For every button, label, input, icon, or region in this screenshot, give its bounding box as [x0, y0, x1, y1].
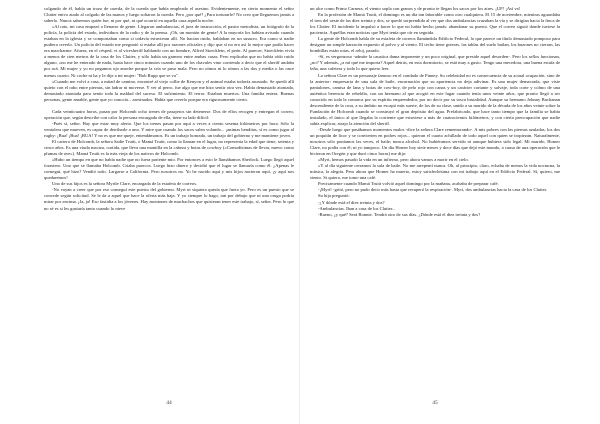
- paragraph: »Myrt, hemos pasado la vida en un infierno, pero ahora vamos a morir en el cielo.: [318, 157, 469, 163]
- paragraph: colgando de él, había un trozo de cuerda, de la cuerda que había empleado el asesino. Evidentemente, en cierto momento el señor Clutter enivo atado al colgado de las manos y luego soltaron la cuerda. Pero ¿por qué? ¿Para torturarle? No creo que lleguemos jamás a saberlo. Nunca sabremos quién fue, ni por qué, ni qué ocurrió en aquella casa aquella noche.: [44, 6, 294, 24]
- page-number: 44: [166, 400, 172, 406]
- paragraph: Uno de sus hijos es la señora Myrtle Clare, encargada de la estafeta de correos.: [52, 181, 198, 187]
- paragraph: »Y al día siguiente cerramos la sala de baile. No me arrepentí nunca. Oh, al principio, claro, echaba de menos la vida nocturna, la música, la alegría. Pero ahora que Homer ha muerto, estoy satisfechísima con mi trabajo aquí en el Edificio Federal. Sí, quiero, me siento. Si quiero, me tomo una café.: [310, 163, 560, 181]
- paragraph: -¿Y dónde está el diez treinta y dos?: [318, 199, 385, 205]
- page-number: 45: [432, 400, 438, 406]
- paragraph: Precisamente cuando Mamá Truitt volvió aquel domingo por la mañana, acababa de preparar café.: [318, 181, 499, 187]
- paragraph: La gente de Holcomb habla de su estafeta de correos llamándola Edificio Federal, lo que parece un título demasiado pomposo para designar un simple barracón expuesto al polvo y al viento. El techo tiene goteras, las tablas del suelo bailan, los buzones no cierran, las bombillas están rotas, el reloj, parado.: [310, 36, 560, 54]
- paragraph: La señora Clare es un personaje famoso en el condado de Finney. Su celebridad no es consecuencia de su actual ocupación, sino de la anterior: empresaria de una sala de baile, encarnación que su apariencia no deja adivinar. Es una mujer demacrada, que viste pantalones, camisa de lana y botas de cow-boy, de pelo rojo con canas y un carácter cortante y salvaje, toda corte y colmo de una auténtica herencia de rebeldía, con un hermano al que acogió en este lugar cuando tenía unos veinte años, que pronto llegó a ser conocido en toda la comarca por su espíritu emprendedor, por no decir por su tosca brutalidad. Aunque su hermano Johnny Buchanan descendiente de la cosa, a su ámbito no escapó más suerte, de los de su clase, unido a su marido de la década de los años veinte sobre la Fundación de Holcomb cuando se construyó el gran depósito del agua. Prefabricado, que hace tanto tiempo que la familia se había instalado, el único al que llegaba la corriente que estuviese a más de cuatrocientos kilómetros, y con cierta preocupación que nadie sabía explicar, atrajo la atención del sheriff.: [310, 72, 560, 126]
- paragraph: Cada veinticuatro horas, pasan por Holcomb ocho trenes de pasajeros sin detenerse. Dos de ellos recogen y entregan el correo, operación que, según describe con calor la persona encargada de ella, tiene su lado difícil:: [44, 108, 294, 120]
- paragraph: »Cuando me volví a casa, a mitad de camino, encontré al viejo collie de Kenyon y el animal estaba todavía asustado. Se quedó allí quieto con el rabo entre piernas, sin ladrar ni moverse. Y ver al perro, fue algo que me hizo sentir otra vez. Había demasiado atontada, demasiado atontada para sentir toda la maldad del suceso. El sufrimiento. El terror. Estaban muertos. Una familia entera. Buenas personas, gente amable, gente que yo conocía... asesinados. Había que creerlo porque era rigurosamente cierto.: [44, 78, 294, 102]
- paragraph: -Desde luego que pasábamos momentos malos -dice la señora Clare rememorando-. A mis pobres con las piernas azuladas, los dos un poquitín de licor y se convierten en podres rojos... quieran el cuarto achillado de todo aquel con quien se tropiezan. Naturalmente, nosotros sólo poníamos las veces, el baile; nunca alcohol. No hubiéramos servido ni aunque hubiera sido legal. Mi marido, Homer Clare, no podía con él; ni yo tampoco. Un día Homer hoy siete meses y doce días que dejó este mundo, a causa de una operación que le hicieron en Oregón y que duró cinco horas) me dijo:: [310, 126, 560, 157]
- paragraph: En la profesión de Mamá Truitt, el domingo es un día tan laborable como otro cualquiera. El 15 de noviembre, mientras aguardaba el tren del oeste de las diez treinta y dos, se quedó sorprendida al ver que dos ambulancias cruzaban la vía y se dirigían hacia la finca de los Clutter. El incidente la impulsó a hacer lo que no había hecho jamás: abandonar su puesto. Que el correo siguió donde tuviese la paciencia. Aquéllas eran noticias que Myrt tenía que oír en seguida.: [310, 12, 560, 36]
- paragraph: Su hija preguntó:: [318, 193, 350, 199]
- right-page: [300, 0, 600, 424]
- paragraph: -No vayan a creer que por eso conseguí este puesto del gobierno. Myrt ni siquiera quería que fuera yo. Pero es un puesto que se concede según solicitud. Se le da a aquel que hace la oferta más baja. Y yo siempre lo hago, tan por debajo que ni una oruga podría mirar por encima. ¡Ja, ja! Eso fastidia a los jóvenes. Hay montones de muchachos que quisieran tener este trabajo, sí, señor. Pero lo que no sé es si les gustaría tanto cuando lo nieve: [44, 187, 294, 211]
- right-page-text: [310, 6, 560, 218]
- paragraph: -Pués sí, señor. Hay que estar muy alerta. Que los trenes pasan por aquí a veces a ciento sesenta kilómetros por hora. Sólo la ventolera que mueven, es capaz de derribarle a uno. Y mire que cuando los sacos salen volando... ¡animas benditas, sí es como jugar al rugby: ¡Bua! ¡Bua! ¡BUA! Y no es que me queje, entendámonos. Es un trabajo honrado, un trabajo del gobierno y me mantiene joven.: [44, 120, 294, 138]
- paragraph: »Hubo un tiempo en que no había nadie que no fuera pariente mio. Por entonces a esto le llamábamos Sherlock. Luego llegó aquel forastero. Uno que se llamaba Holcomb. Criaba puercos. Luego hizo dinero y decidió que el lugar se llamaría como él. ¿Apenas le conseguí, qué hizo? Vendió todo. Largarse a California. Pero nosotros no. Yo he nacido aquí y mis hijos nacieron aquí, ¡y aquí nos quedaremos!: [44, 157, 294, 181]
- paragraph: un alce como Primo Carnera, el viento sopla con granos y de pronto te llegan los sacos por los aires. ¡UF! ¡Así va!: [310, 6, 521, 11]
- paragraph: El cartero de Holcomb, la señora Sadie Truitt, o Mamá Truitt, como la llaman en el lugar, no representa la edad que tiene, setenta y cinco años. Es una viuda maciza, curtida, que lleva una mantilla en la cabeza y botas de cowboy («Comodísimas de llevar, nuevo como plumas de ave»). Mamá Truitt es la más vieja de los nativos de Holcomb.: [44, 138, 294, 157]
- paragraph: -¡Myrt! -gritó, pero no pudo decir más hasta que recuperó la respiración-. Myrt, dos ambulancias hacia la casa de los Clutter.: [318, 187, 548, 193]
- paragraph: -Ambulancias. Iban a casa de los Clutter...: [318, 205, 396, 211]
- paragraph: -Sí, es vergonzoso -admite la caustica dama imponente y un poco original, que preside aquel desorden-. Pero los sellos funcionan, ¿no? Y además, ¿a mí qué me importa? Aquel detrás, en esta dormitorio, se está muy a gusto. Tengo una mecedora, una buena estufa de leña, una cafetera y todo lo que quiero leer.: [310, 54, 560, 72]
- paragraph: -Bueno, ¿y qué? Será Bonnie. Tendrá otro de sus días. ¿Dónde está el diez treinta y dos?: [318, 211, 481, 217]
- left-page-text: [44, 6, 294, 212]
- paragraph: »Al rato, mi casa empezó a llenarse de gente. Llegaron ambulancias, el juez de instrucción, el pastor metodista, un fotógrafo de la policía, la policía del estado, individuos de la radio y de la prensa. ¡Oh, un montón de gente! A la mayoría los habían avisado cuando estaban en la iglesia y se comportaban como si todavía estuvieran allí. No hacían ruido, hablaban en un susurro. Era como si nadie pudiera creerlo. Un policía del estado me preguntó si estaba allí por razones oficiales y dijo que sí no era así lo mejor que podía hacer era marcharme. Afuera, en el césped, vi al vicesheriff hablando con un hombre, Alfred Stoecklein, el peón. Al parecer, Stoecklein vivía a menos de cien metros de la casa de los Clutter, y sólo había un granero entre ambas casas. Pero explicaba que no había oído ruido alguno, «no me he enterado de nada, hasta hace cinco minutos cuando uno de los chavales vino corriendo a decir que el sheriff andaba por acá. Mi mujer y yo no pegamos ojo anoche porque la cría se puso mala. Pero no oímos ni lo oímos a las dos y media o las once menos cuarto. Ni coche ni ha y le dije a mi mujer: "Bob Rupp que se va".: [44, 24, 294, 78]
